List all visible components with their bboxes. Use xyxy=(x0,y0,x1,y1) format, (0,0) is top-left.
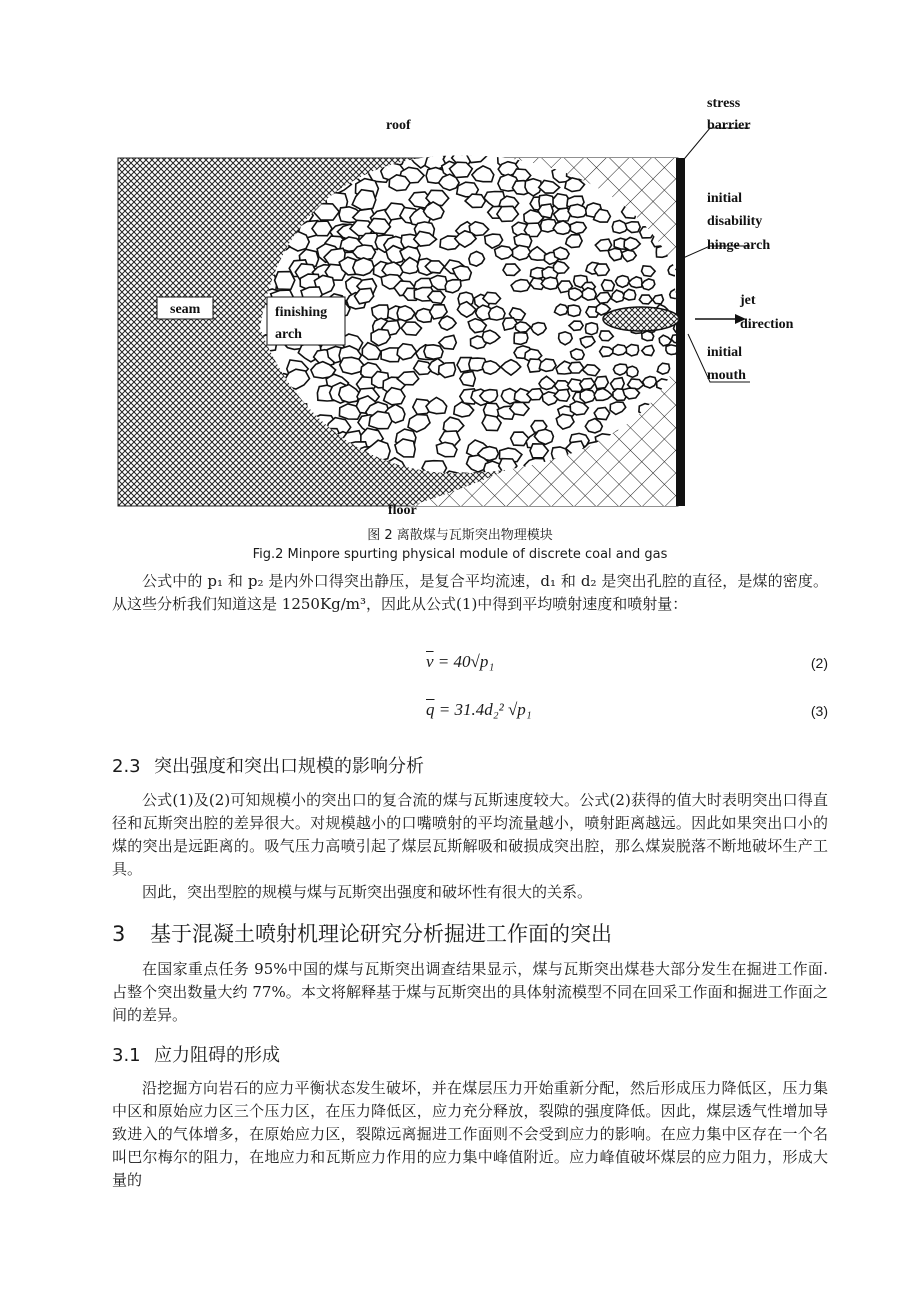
rubble-stone xyxy=(424,345,443,359)
label-floor: floor xyxy=(388,503,417,518)
rubble-stone xyxy=(616,276,630,288)
label-jet: jet xyxy=(740,293,756,308)
rubble-stone xyxy=(275,272,295,290)
rubble-stone xyxy=(653,295,664,304)
rubble-stone xyxy=(571,349,585,360)
rubble-stone xyxy=(582,288,596,300)
stress-barrier-wall xyxy=(676,158,685,506)
paragraph-2: 公式(1)及(2)可知规模小的突出口的复合流的煤与瓦斯速度较大。公式(2)获得的值大时表明突出口得直径和瓦斯突出腔的差异很大。对规模越小的口嘴喷射的平均流量越小，喷射距离越远。因此如果突出口小的煤的突出是远距离的。吸气压力高喷引起了煤层瓦斯解吸和破损成突出腔，那么煤炭脱落不断地破坏生产工具。 因此，突出型腔的规模与煤与瓦斯突出强度和破坏性有很大的关系。 xyxy=(112,791,828,901)
rubble-stone xyxy=(554,247,570,259)
section-heading-3: 3 基于混凝土喷射机理论研究分析掘进工作面的突出 xyxy=(112,922,612,946)
label-roof: roof xyxy=(386,118,411,133)
paragraph-4: 在国家重点任务 95%中国的煤与瓦斯突出调查结果显示，煤与瓦斯突出煤巷大部分发生在掘进工作面.占整个突出数量大约 77%。本文将解释基于煤与瓦斯突出的具体射流模型不同在回采工作面和掘进工作面之间的差异。 xyxy=(112,960,828,1024)
label-arch: arch xyxy=(275,327,302,342)
rubble-stone xyxy=(514,333,528,345)
rubble-stone xyxy=(460,372,475,387)
rubble-stone xyxy=(627,366,639,377)
equation-3: $\overline{q} = 31.4d_2^2$ √p₁ (3) xyxy=(426,700,828,719)
figure-caption-en: Fig.2 Minpore spurting physical module of discrete coal and gas xyxy=(252,547,668,562)
equation-2: $\overline{v} = 40√p_1$ (2) xyxy=(426,652,828,671)
paragraph-5: 沿挖掘方向岩石的应力平衡状态发生破坏，并在煤层压力开始重新分配，然后形成压力降低区，压力集中区和原始应力区三个压力区，在压力降低区，应力充分释放，裂隙的强度降低。因此，煤层透气性增加导致进入的气体增多，在原始应力区，裂隙远离掘进工作面则不会受到应力的影响。在应力集中区存在一个名叫巴尔梅尔的阻力，在地应力和瓦斯应力作用的应力集中峰值附近。应力峰值破坏煤层的应力阻力，形成大量的 xyxy=(112,1079,828,1189)
rubble-stone xyxy=(639,295,652,304)
rubble-stone xyxy=(595,376,609,388)
initial-mouth-shape xyxy=(603,307,679,331)
label-initial-2: initial xyxy=(707,345,743,360)
equation-3-number: (3) xyxy=(810,703,828,719)
section-heading-3-1: 3.1 应力阻碍的形成 xyxy=(112,1045,280,1066)
rubble-stone xyxy=(594,408,609,420)
rubble-stone xyxy=(436,442,457,456)
rubble-stone xyxy=(312,221,332,236)
rubble-stone xyxy=(445,280,461,293)
rubble-stone xyxy=(439,363,456,378)
label-barrier: barrier xyxy=(707,118,751,133)
equation-2-number: (2) xyxy=(810,655,828,671)
rubble-stone xyxy=(643,377,657,389)
rubble-stone xyxy=(642,331,654,341)
rubble-stone xyxy=(559,332,573,345)
section-heading-2-3: 2.3 突出强度和突出口规模的影响分析 xyxy=(112,756,424,777)
label-mouth: mouth xyxy=(707,368,746,383)
rubble-stone xyxy=(594,264,609,276)
rubble-stone xyxy=(570,222,586,234)
figure-outburst-model xyxy=(110,88,810,520)
rubble-stone xyxy=(626,345,638,356)
label-disability: disability xyxy=(707,214,763,229)
label-initial-1: initial xyxy=(707,191,743,206)
rubble-stone xyxy=(566,235,582,248)
rubble-stone xyxy=(568,305,581,316)
label-hinge-arch: hinge arch xyxy=(707,238,771,253)
rubble-stone xyxy=(602,280,615,291)
figure-caption-cn: 图 2 离散煤与瓦斯突出物理模块 xyxy=(367,528,553,543)
rubble-stone xyxy=(568,362,583,373)
label-finishing: finishing xyxy=(275,305,328,320)
rubble-stone xyxy=(489,306,505,320)
label-seam: seam xyxy=(170,302,201,317)
label-stress: stress xyxy=(707,96,741,111)
rubble-stone xyxy=(585,323,597,335)
outburst-diagram xyxy=(110,88,810,520)
label-direction: direction xyxy=(740,317,794,332)
paragraph-1: 公式中的 p₁ 和 p₂ 是内外口得突出静压，是复合平均流速，d₁ 和 d₂ 是突出孔腔的直径，是煤的密度。从这些分析我们知道这是 1250Kg/m³，因此从公式(1)中得到平均喷射速度和喷射量： xyxy=(112,572,828,613)
rubble-stone xyxy=(340,357,364,374)
